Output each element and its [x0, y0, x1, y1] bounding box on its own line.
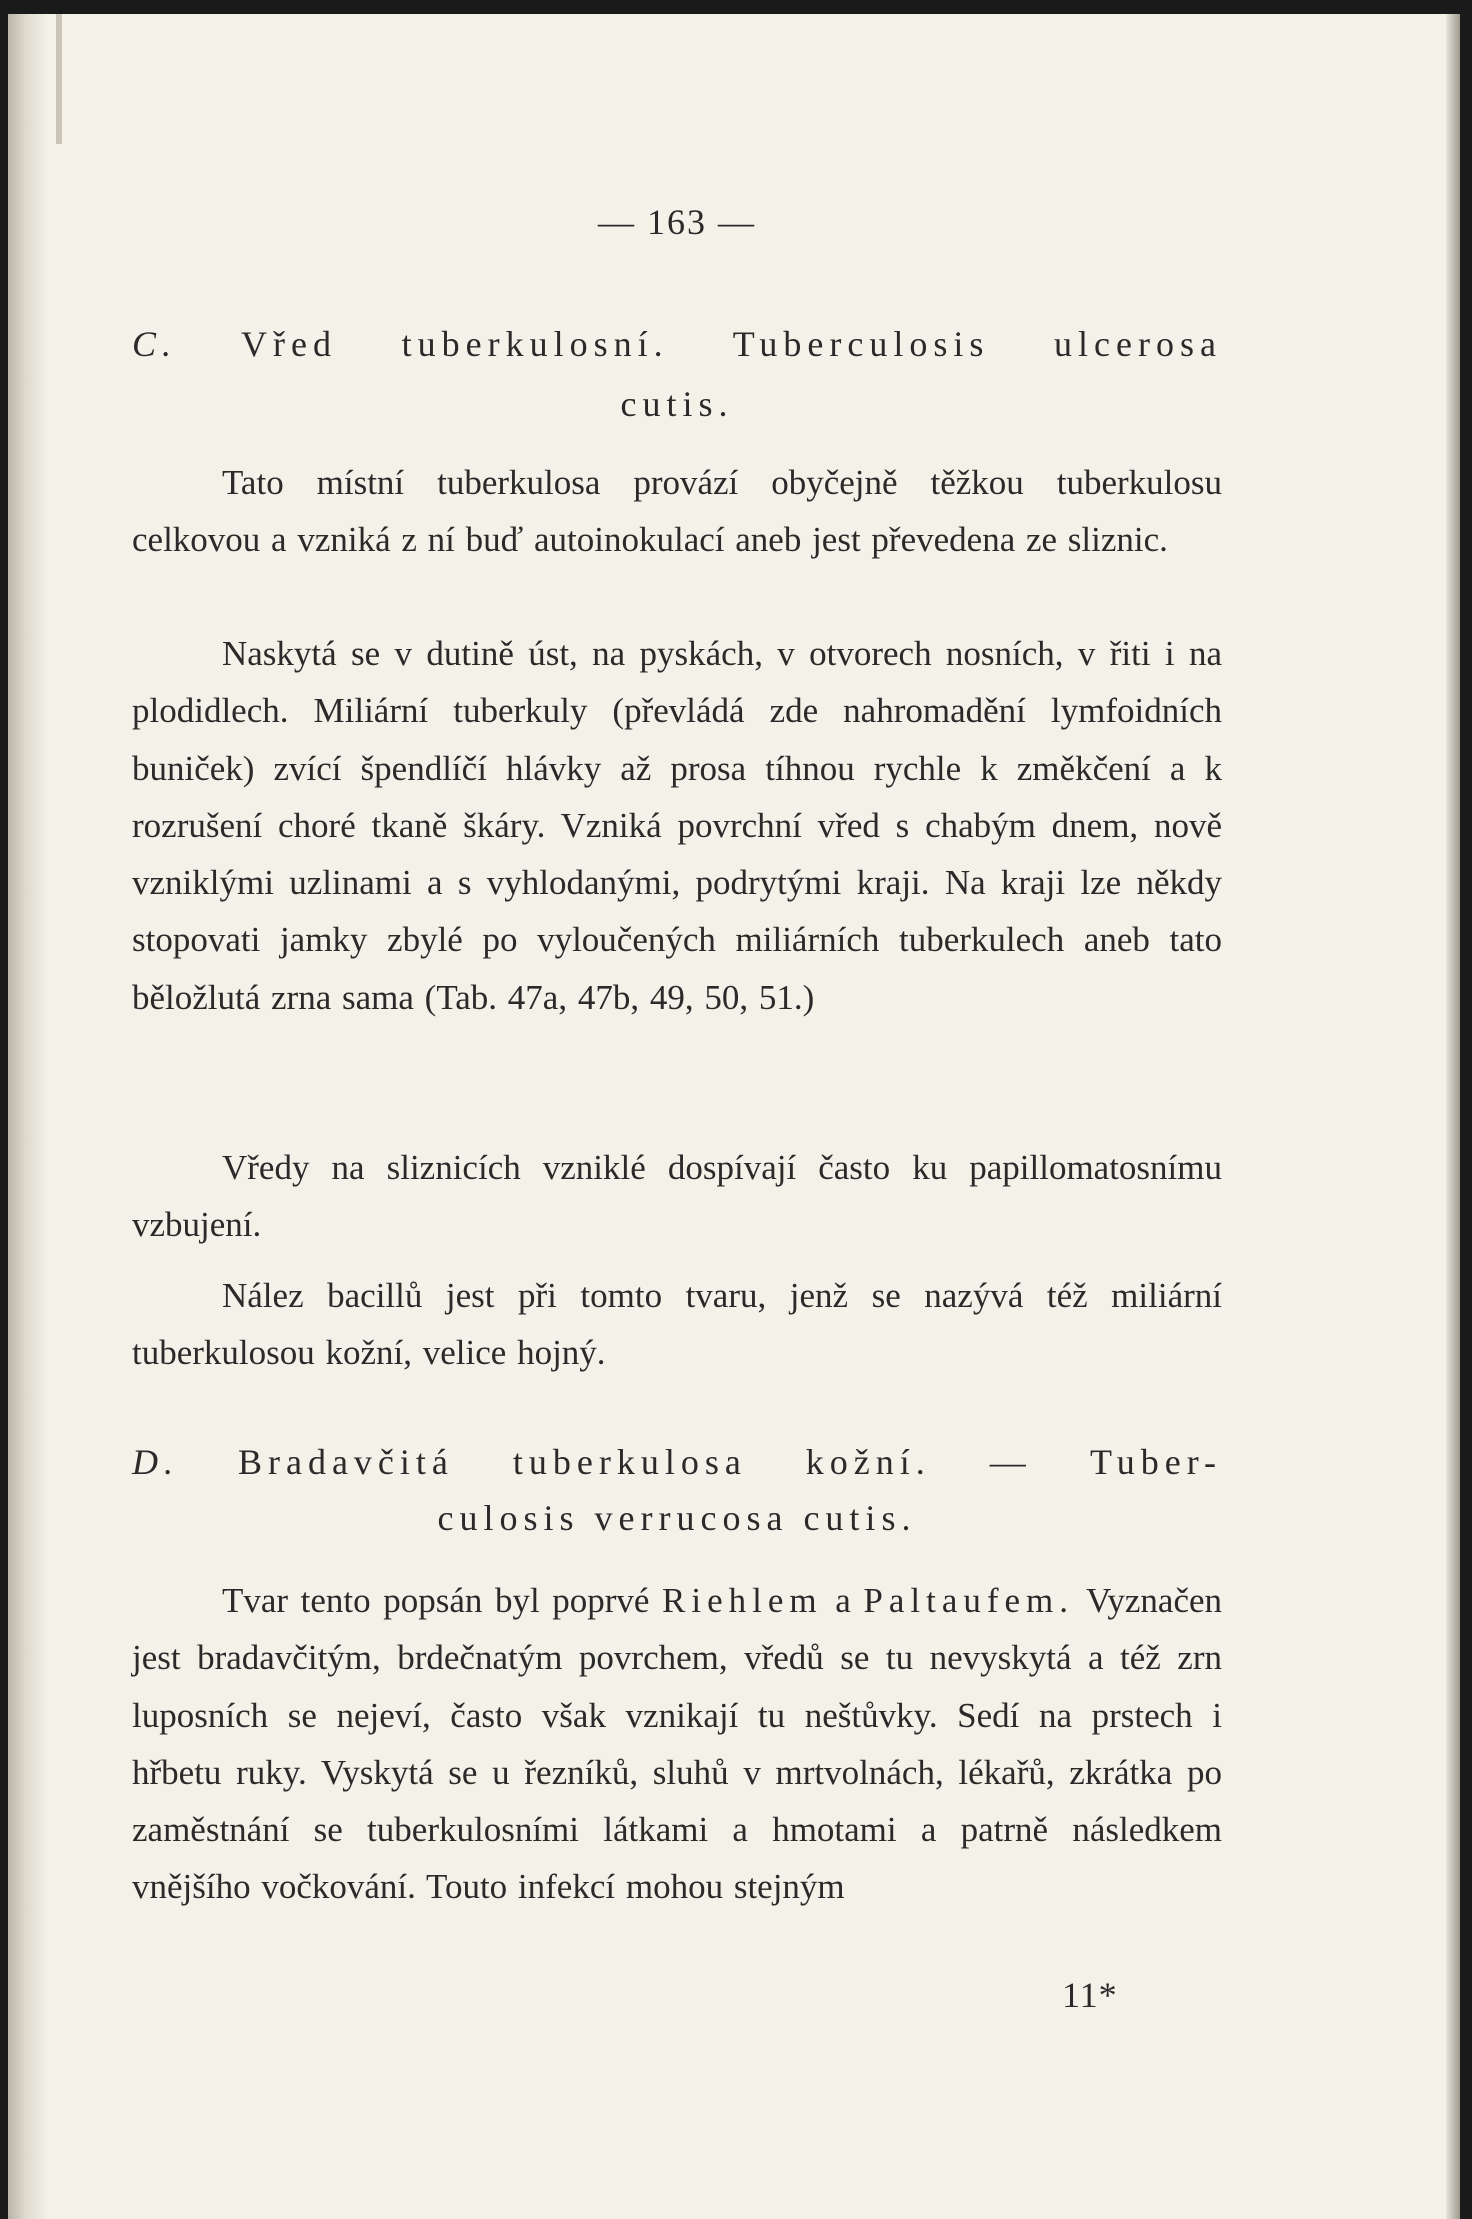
section-d-title-line2: culosis verrucosa cutis.: [437, 1498, 917, 1538]
section-d-letter: D.: [132, 1442, 179, 1482]
page-number: — 163 —: [598, 202, 756, 242]
paragraph-c-3: Vředy na sliznicích vzniklé dospívají často ku papillomatosnímu vzbujení.: [132, 1148, 1222, 1245]
binding-shadow: [8, 14, 48, 2219]
section-d-title-line1: Bradavčitá tuberkulosa kožní. — Tuber-: [237, 1442, 1222, 1482]
section-c-title-line1: Vřed tuberkulosní. Tuberculosis ulcerosa: [241, 324, 1222, 364]
section-c-letter: C.: [132, 324, 178, 364]
paragraph-d: Tvar tento popsán byl poprvé Riehlem a Paltaufem. Vyznačen jest bradavčitým, brdečnatým povrchem, vředů se tu nevyskytá a též zrn luposních se nejeví, často však vznikají tu neštůvky. Sedí na prstech i hřbetu ruky. Vyskytá se u řezníků, sluhů v mrtvolnách, lékařů, zkrátka po zaměstnání se tuberkulosními látkami a hmotami a patrně následkem vnějšího vočkování. Touto infekcí mohou stejným: [132, 1581, 1223, 1907]
paragraph-c-4: Nález bacillů jest při tomto tvaru, jenž se nazývá též miliární tuberkulosou kožní, velice hojný.: [132, 1276, 1222, 1373]
section-c-heading: [132, 316, 1222, 372]
binding-mark: [56, 14, 62, 144]
page-edge: [1446, 14, 1460, 2219]
section-c-title-line2: cutis.: [620, 384, 734, 424]
paragraph-c-1: Tato místní tuberkulosa provází obyčejně těžkou tuberkulosu celkovou a vzniká z ní buď autoinokulací aneb jest převedena ze sliznic.: [132, 463, 1222, 560]
book-page: [8, 14, 1460, 2219]
paragraph-c-2: Naskytá se v dutině úst, na pyskách, v otvorech nosních, v řiti i na plodidlech. Miliární tuberkuly (převládá zde nahromadění lymfoidních buniček) zvící špendlíčí hlávky až prosa tíhnou rychle k změkčení a k rozrušení choré tkaně škáry. Vzniká povrchní vřed s chabým dnem, nově vzniklými uzlinami a s vyhlodanými, podrytými kraji. Na kraji lze někdy stopovati jamky zbylé po vyloučených miliárních tuberkulech aneb tato běložlutá zrna sama (Tab. 47a, 47b, 49, 50, 51.): [132, 634, 1222, 1017]
sheet-signature: 11*: [1062, 1975, 1118, 2015]
section-d-heading: [132, 1434, 1222, 1490]
